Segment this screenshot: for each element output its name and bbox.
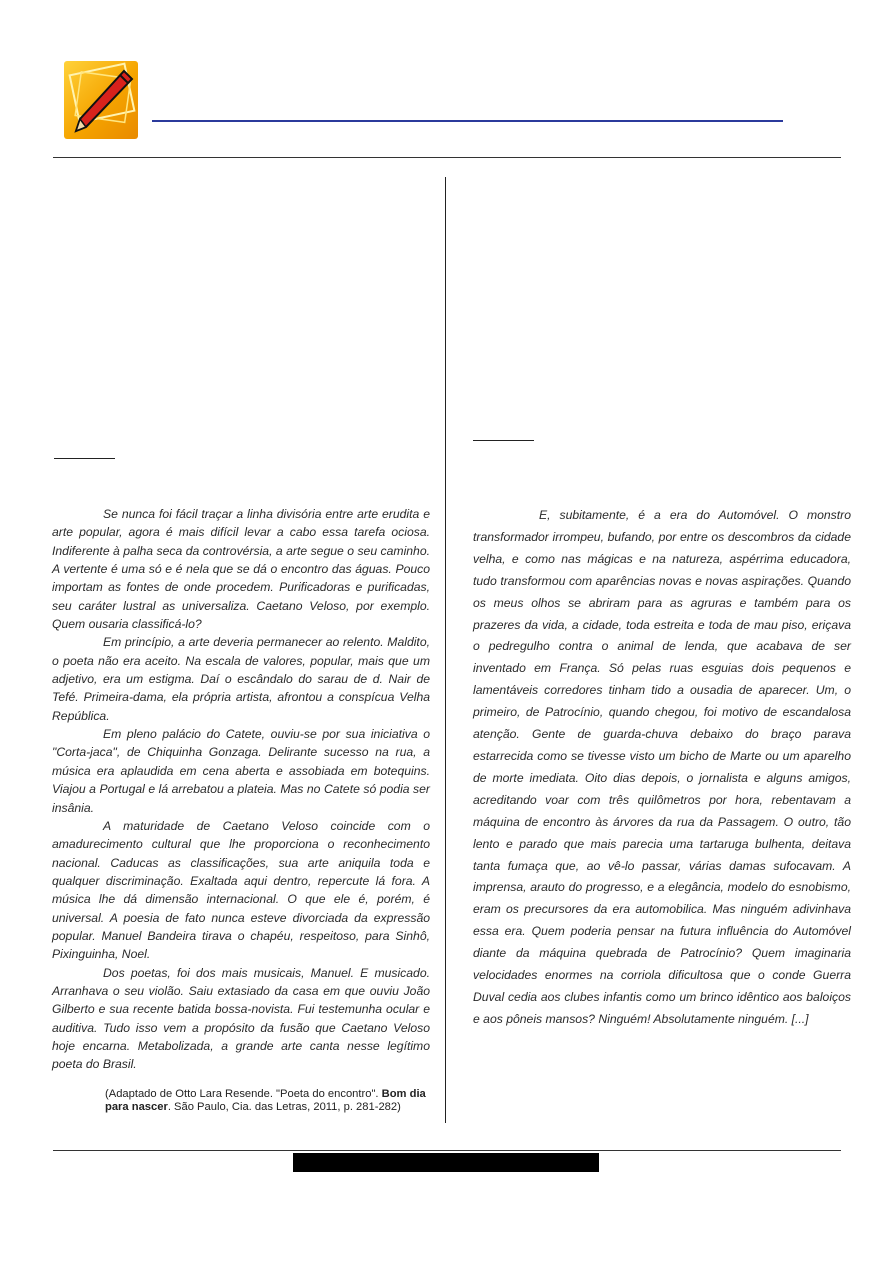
pencil-logo-icon [64,61,138,139]
citation-suffix: . São Paulo, Cia. das Letras, 2011, p. 281-282) [167,1101,401,1113]
left-paragraph: A maturidade de Caetano Veloso coincide com o amadurecimento cultural que lhe proporciona o reconhecimento nacional. Caducas as classificações, sua arte aniquila toda e qualquer discriminação. Exaltada aqui dentro, repercute lá fora. A música lhe dá dimensão internacional. O que ele é, porém, é universal. A poesia de fato nunca esteve divorciada da expressão popular. Manuel Bandeira tirava o chapéu, respeitoso, para Sinhô, Pixinguinha, Noel. [52,818,430,962]
right-answer-rule [473,440,534,441]
right-paragraph: E, subitamente, é a era do Automóvel. O monstro transformador irrompeu, bufando, por entre os descombros da cidade velha, e como nas mágicas e na natureza, aspérrima educadora, tudo transformou com aparências novas e novas aspirações. Quando os meus olhos se abriram para as agruras e também para os prazeres da vida, a cidade, toda estreita e toda de mau piso, eriçava o pedregulho contra o animal de lenda, que acabava de ser inventado em França. Só pelas ruas esguias dois pequenos e lamentáveis corredores tinham tido a ousadia de aparecer. Um, o primeiro, de Patrocínio, quando chegou, foi motivo de escandalosa atenção. Gente de guarda-chuva debaixo do braço parava estarrecida como se tivesse visto um bicho de Marte ou um aparelho de morte imediata. Oito dias depois, o jornalista e alguns amigos, acreditando voar com três quilômetros por hora, rebentavam a máquina de encontro às árvores da rua da Passagem. O outro, tão lento e parado que mais parecia uma tartaruga bulhenta, deitava tanta fumaça que, ao vê-lo passar, várias damas sufocavam. A imprensa, arauto do progresso, e a elegância, modelo do esnobismo, eram os precursores da era automobilica. Mas ninguém adivinhava essa era. Quem poderia pensar na futura influência do Automóvel diante da máquina quebrada de Patrocínio? Quem imaginaria velocidades enormes na corriola dificultosa que o conde Guerra Duval cedia aos clubes infantis como um brinco idêntico aos baloiços e aos pôneis mansos? Ninguém! Absolutamente ninguém. [...] [473,508,851,1026]
left-paragraph: Dos poetas, foi dos mais musicais, Manuel. E musicado. Arranhava o seu violão. Saiu extasiado da casa em que ouviu João Gilberto e sua recente batida bossa-novista. Fui testemunha ocular e auditiva. Tudo isso vem a propósito da fusão que Caetano Veloso hoje encarna. Metabolizada, a grande arte canta nesse legítimo poeta do Brasil. [52,965,430,1072]
footer-divider [53,1150,841,1151]
left-paragraph: Em pleno palácio do Catete, ouviu-se por sua iniciativa o "Corta-jaca", de Chiquinha Gonzaga. Delirante sucesso na rua, a música era aplaudida em cena aberta e assobiada em botequins. Viajou a Portugal e lá arrebatou a plateia. Mas no Catete só podia ser insânia. [52,727,430,815]
header-title-underline [152,120,783,122]
left-paragraph: Se nunca foi fácil traçar a linha divisória entre arte erudita e arte popular, agora é mais difícil levar a cabo essa tarefa ociosa. Indiferente à palha seca da controvérsia, a arte segue o seu caminho. A vertente é uma só e é nela que se dá o encontro das águas. Pouco importam as fontes de onde procedem. Purificadoras e purificadas, seu caráter lustral as universaliza. Caetano Veloso, por exemplo. Quem ousaria classificá-lo? [52,507,430,632]
right-text-block [473,505,851,1031]
footer-bar [293,1153,599,1172]
citation-book-title: Bom dia para nascer [105,1088,426,1113]
left-answer-rule [54,458,115,459]
left-text-block [52,505,430,1074]
column-divider [445,177,446,1123]
header-divider [53,157,841,158]
source-citation [105,1088,435,1114]
citation-prefix: (Adaptado de Otto Lara Resende. "Poeta do encontro". [105,1088,382,1100]
left-paragraph: Em princípio, a arte deveria permanecer ao relento. Maldito, o poeta não era aceito. Na escala de valores, popular, mais que um adjetivo, era um estigma. Daí o escândalo do sarau de d. Nair de Tefé. Primeira-dama, ela própria artista, afrontou a conspícua Velha República. [52,635,430,723]
